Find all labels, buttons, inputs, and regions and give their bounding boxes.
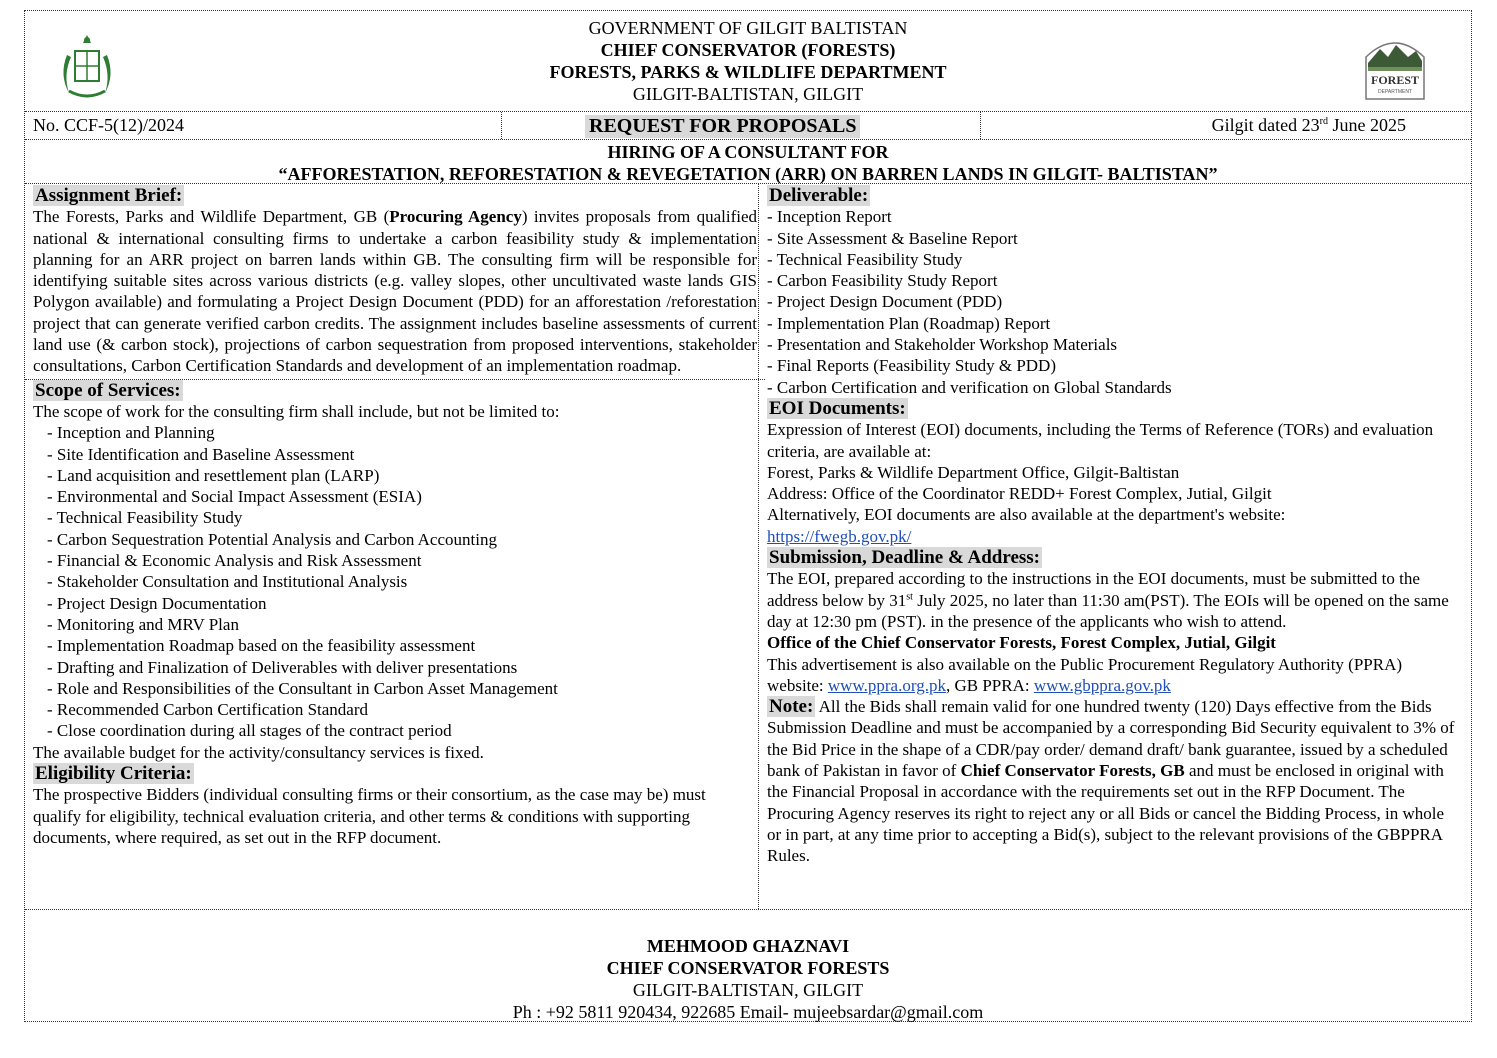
department-website-link[interactable]: https://fwegb.gov.pk/ [767, 526, 912, 546]
list-item: - Monitoring and MRV Plan [47, 614, 239, 634]
note-label: Note: [769, 696, 814, 718]
list-item: - Carbon Certification and verification on Global Standards [767, 377, 1172, 397]
reference-row [25, 112, 1471, 139]
list-item: - Carbon Feasibility Study Report [767, 271, 998, 291]
scope-list [33, 422, 757, 741]
office-name: CHIEF CONSERVATOR (FORESTS) [600, 40, 896, 60]
list-item: - Technical Feasibility Study [767, 249, 963, 269]
logo-department-text: DEPARTMENT [1378, 89, 1412, 95]
office-location: GILGIT-BALTISTAN, GILGIT [632, 84, 864, 104]
column-divider [758, 183, 759, 909]
divider [25, 909, 1471, 910]
eoi-address: Address: Office of the Coordinator REDD+ Forest Complex, Jutial, Gilgit [767, 484, 1272, 504]
list-item: - Recommended Carbon Certification Standard [47, 700, 369, 720]
signatory-contact: Ph : +92 5811 920434, 922685 Email- mujeebsardar@gmail.com [512, 1002, 984, 1022]
divider [980, 112, 981, 139]
submission-office: Office of the Chief Conservator Forests, Forest Complex, Jutial, Gilgit [767, 633, 1276, 653]
assignment-brief-text: The Forests, Parks and Wildlife Department, GB (Procuring Agency) invites proposals from qualified national & international consulting firms to undertake a carbon feasibility study & implementation planning for an ARR project on barren lands within GB. The consulting firm will be responsible for identifying suitable sites across various districts (e.g. valley slopes, other uncultivated waste lands GIS Polygon available) and formulating a Project Design Document (PDD) for an afforestation /reforestation project that can generate verified carbon credits. The assignment includes baseline assessments of current land use (& carbon stock), projections of carbon sequestration from proposed interventions, stakeholder consultations, Carbon Certification Standards and development of an implementation roadmap. [33, 207, 758, 376]
deliverable-list [767, 206, 1462, 398]
eligibility-text: The prospective Bidders (individual consulting firms or their consortium, as the case may be) must qualify for eligibility, technical evaluation criteria, and other terms & conditions with supporting documents, where required, as set out in the RFP document. [33, 785, 706, 847]
forest-department-logo-icon [1360, 27, 1430, 107]
list-item: - Stakeholder Consultation and Institutional Analysis [47, 572, 408, 592]
signatory-place: GILGIT-BALTISTAN, GILGIT [632, 980, 864, 1000]
note-text: Note: All the Bids shall remain valid for one hundred twenty (120) Days effective from the Bids Submission Deadline and must be accompanied by a corresponding Bid Security equivalent to 3% of the Bid Price in the shape of a CDR/pay order/ demand draft/ bank guarantee, issued by a scheduled bank of Pakistan in favor of Chief Conservator Forests, GB and must be enclosed in original with the Financial Proposal in accordance with the requirements set out in the RFP Document. The Procuring Agency reserves its right to reject any or all Bids or cancel the Bidding Process, in whole or in part, at any time prior to accepting a Bid(s), subject to the relevant provisions of the GBPPRA Rules. [767, 696, 1455, 866]
list-item: - Drafting and Finalization of Deliverables with deliver presentations [47, 657, 518, 677]
list-item: - Financial & Economic Analysis and Risk Assessment [47, 551, 422, 571]
title-line-1: HIRING OF A CONSULTANT FOR [607, 142, 889, 162]
list-item: - Environmental and Social Impact Assessment (ESIA) [47, 487, 422, 507]
govt-name: GOVERNMENT OF GILGIT BALTISTAN [588, 18, 908, 38]
list-item: - Role and Responsibilities of the Consultant in Carbon Asset Management [47, 678, 558, 698]
ppra-link[interactable]: www.ppra.org.pk [827, 675, 946, 695]
signatory-title: CHIEF CONSERVATOR FORESTS [606, 958, 890, 978]
eoi-line-1: Expression of Interest (EOI) documents, including the Terms of Reference (TORs) and evaluation criteria, are available at: [767, 420, 1434, 461]
eoi-line-4: Alternatively, EOI documents are also available at the department's website: [767, 505, 1286, 525]
list-item: - Technical Feasibility Study [47, 508, 243, 528]
list-item: - Project Design Documentation [47, 593, 267, 613]
letterhead [25, 11, 1471, 111]
list-item: - Site Identification and Baseline Assessment [47, 444, 355, 464]
signature-block [25, 935, 1471, 1023]
divider [25, 183, 1471, 184]
list-item: - Implementation Roadmap based on the feasibility assessment [47, 636, 476, 656]
assignment-brief-heading: Assignment Brief: [35, 185, 183, 206]
submission-text: The EOI, prepared according to the instructions in the EOI documents, must be submitted to the address below by 31st July 2025, no later than 11:30 am(PST). The EOIs will be opened on the same day at 12:30 pm (PST). in the presence of the applicants who wish to attend. [767, 569, 1449, 631]
divider [501, 112, 502, 139]
list-item: - Carbon Sequestration Potential Analysis and Carbon Accounting [47, 529, 497, 549]
deliverable-heading: Deliverable: [769, 185, 869, 206]
list-item: - Site Assessment & Baseline Report [767, 228, 1018, 248]
divider [25, 139, 1471, 140]
scope-intro: The scope of work for the consulting firm shall include, but not be limited to: [33, 401, 560, 421]
notice-title [25, 141, 1471, 185]
list-item: - Inception and Planning [47, 423, 215, 443]
department-name: FORESTS, PARKS & WILDLIFE DEPARTMENT [549, 62, 947, 82]
rfp-heading: REQUEST FOR PROPOSALS [585, 115, 860, 138]
document-page [24, 10, 1472, 1022]
eoi-line-2: Forest, Parks & Wildlife Department Office, Gilgit-Baltistan [767, 462, 1180, 482]
budget-note: The available budget for the activity/consultancy services is fixed. [33, 742, 484, 762]
eligibility-heading: Eligibility Criteria: [35, 763, 192, 785]
scope-heading: Scope of Services: [35, 379, 181, 401]
list-item: - Final Reports (Feasibility Study & PDD) [767, 356, 1056, 376]
logo-forest-text: FOREST [1370, 73, 1420, 87]
list-item: - Inception Report [767, 207, 892, 227]
left-column [33, 185, 757, 848]
list-item: - Implementation Plan (Roadmap) Report [767, 313, 1051, 333]
list-item: - Close coordination during all stages of the contract period [47, 721, 452, 741]
signatory-name: MEHMOOD GHAZNAVI [646, 936, 850, 956]
title-line-2: “AFFORESTATION, REFORESTATION & REVEGETATION (ARR) ON BARREN LANDS IN GILGIT- BALTISTAN” [278, 164, 1218, 184]
eoi-heading: EOI Documents: [769, 397, 906, 419]
list-item: - Project Design Document (PDD) [767, 292, 1003, 312]
reference-number: No. CCF-5(12)/2024 [33, 115, 185, 135]
list-item: - Land acquisition and resettlement plan (LARP) [47, 465, 380, 485]
advertisement-text: This advertisement is also available on the Public Procurement Regulatory Authority (PPRA) website: www.ppra.org.pk, GB PPRA: www.gbppra.gov.pk [767, 654, 1403, 695]
list-item: - Presentation and Stakeholder Workshop Materials [767, 335, 1118, 355]
gbppra-link[interactable]: www.gbppra.gov.pk [1033, 675, 1171, 695]
submission-heading: Submission, Deadline & Address: [769, 547, 1040, 569]
issue-date: Gilgit dated 23rd June 2025 [1211, 115, 1406, 135]
right-column [767, 185, 1462, 867]
